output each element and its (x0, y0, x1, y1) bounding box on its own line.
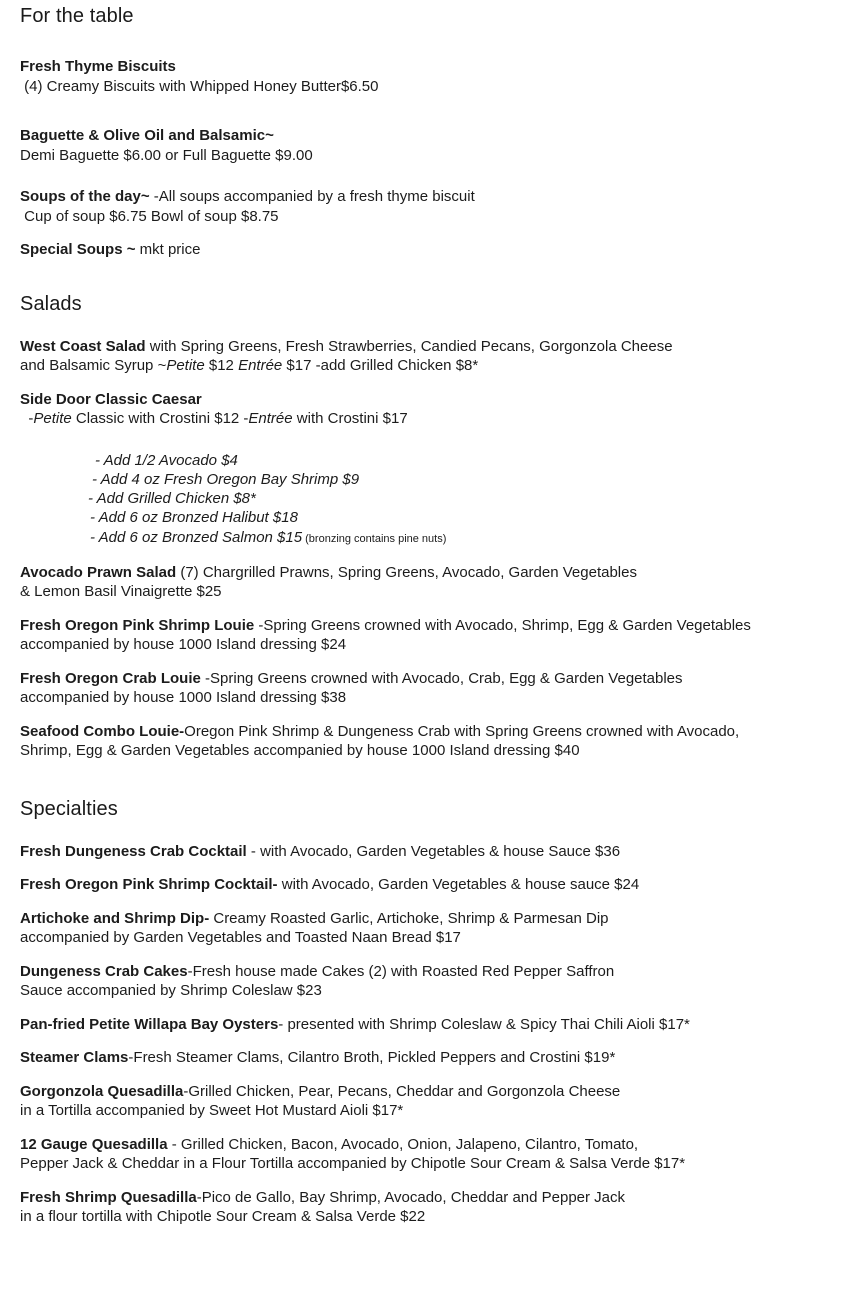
portion-price-entree: $17 -add Grilled Chicken $8* (282, 357, 479, 374)
spacer (20, 226, 832, 240)
menu-item-steamer-clams (20, 1048, 832, 1068)
menu-item-west-coast-salad (20, 337, 832, 376)
item-description-secondary: Pepper Jack & Cheddar in a Flour Tortilla accompanied by Chipotle Sour Cream & Salsa Verde $17* (20, 1155, 686, 1173)
item-name: 12 Gauge Quesadilla (20, 1135, 168, 1153)
spacer (20, 708, 832, 722)
portion-label-entree: Entrée (248, 410, 293, 427)
section-specialties (20, 798, 832, 1227)
menu-item-fresh-thyme-biscuits (20, 57, 832, 96)
item-description: (4) Creamy Biscuits with Whipped Honey Butter$6.50 (20, 77, 379, 95)
item-name: Fresh Thyme Biscuits (20, 58, 176, 75)
item-name: Side Door Classic Caesar (20, 390, 202, 408)
item-name: Seafood Combo Louie- (20, 722, 185, 740)
menu-item-dungeness-crab-cakes (20, 962, 832, 1001)
spacer (20, 1121, 832, 1135)
section-for-the-table (20, 5, 832, 260)
item-description-secondary: in a Tortilla accompanied by Sweet Hot Mustard Aioli $17* (20, 1102, 404, 1120)
item-description: - presented with Shrimp Coleslaw & Spicy Thai Chili Aioli $17* (278, 1015, 690, 1033)
item-name: Avocado Prawn Salad (20, 563, 177, 581)
section-heading-specialties: Specialties (20, 797, 118, 820)
spacer (20, 96, 832, 126)
menu-item-soups-of-the-day (20, 187, 832, 226)
item-description-secondary: in a flour tortilla with Chipotle Sour Cream & Salsa Verde $22 (20, 1208, 426, 1226)
item-name: Steamer Clams (20, 1049, 129, 1067)
item-description: -Fresh house made Cakes (2) with Roasted Red Pepper Saffron (187, 962, 615, 980)
spacer (20, 549, 832, 563)
menu-item-12-gauge-quesadilla (20, 1135, 832, 1174)
item-name: Fresh Oregon Pink Shrimp Cocktail- (20, 876, 278, 894)
menu-item-gorgonzola-quesadilla (20, 1082, 832, 1121)
item-description: Oregon Pink Shrimp & Dungeness Crab with Spring Greens crowned with Avocado, (184, 722, 740, 740)
addon-item-with-note (20, 528, 832, 549)
item-description-secondary: Shrimp, Egg & Garden Vegetables accompanied by house 1000 Island dressing $40 (20, 742, 580, 760)
item-name: Baguette & Olive Oil and Balsamic~ (20, 127, 274, 144)
item-description-prefix: - (20, 410, 34, 427)
item-description-secondary: Cup of soup $6.75 Bowl of soup $8.75 (20, 207, 279, 225)
menu-item-fresh-oregon-pink-shrimp-cocktail (20, 875, 832, 895)
spacer (20, 655, 832, 669)
menu-item-fresh-shrimp-quesadilla (20, 1188, 832, 1227)
addon-allergen-note: (bronzing contains pine nuts) (302, 532, 447, 545)
addon-item-text: - Add 6 oz Bronzed Salmon $15 (90, 528, 303, 546)
menu-item-seafood-combo-louie (20, 722, 832, 761)
item-description: (7) Chargrilled Prawns, Spring Greens, Avocado, Garden Vegetables (176, 563, 637, 581)
menu-item-avocado-prawn-salad (20, 563, 832, 602)
spacer (20, 315, 832, 337)
item-description: with Avocado, Garden Vegetables & house sauce $24 (277, 876, 640, 894)
item-description: mkt price (135, 241, 201, 258)
item-description-secondary: accompanied by Garden Vegetables and Toasted Naan Bread $17 (20, 929, 461, 947)
item-description-secondary: Sauce accompanied by Shrimp Coleslaw $23 (20, 982, 322, 1000)
item-description: with Spring Greens, Fresh Strawberries, Candied Pecans, Gorgonzola Cheese (145, 337, 673, 355)
spacer (20, 429, 832, 451)
menu-page (0, 5, 850, 1227)
spacer (20, 1001, 832, 1015)
spacer (20, 27, 832, 57)
spacer (20, 895, 832, 909)
item-description: -Fresh Steamer Clams, Cilantro Broth, Pickled Peppers and Crostini $19* (128, 1049, 616, 1067)
portion-label-entree: Entrée (238, 357, 283, 374)
item-description: -Grilled Chicken, Pear, Pecans, Cheddar and Gorgonzola Cheese (183, 1082, 621, 1100)
item-description-end: with Crostini $17 (292, 410, 408, 427)
spacer (20, 1068, 832, 1082)
item-description: - Grilled Chicken, Bacon, Avocado, Onion, Jalapeno, Cilantro, Tomato, (167, 1135, 639, 1153)
item-name: Pan-fried Petite Willapa Bay Oysters (20, 1015, 279, 1033)
menu-item-fresh-oregon-pink-shrimp-louie (20, 616, 832, 655)
item-description: -Spring Greens crowned with Avocado, Shrimp, Egg & Garden Vegetables (254, 616, 751, 634)
spacer (20, 1174, 832, 1188)
menu-item-side-door-classic-caesar (20, 390, 832, 429)
addon-item: - Add 1/2 Avocado $4 (95, 451, 238, 469)
section-heading-salads: Salads (20, 292, 82, 315)
item-description: - with Avocado, Garden Vegetables & house Sauce $36 (246, 842, 621, 860)
spacer (20, 165, 832, 187)
portion-label-petite: Petite (33, 410, 72, 427)
portion-label-petite: Petite (166, 357, 205, 374)
menu-item-pan-fried-willapa-bay-oysters (20, 1015, 832, 1035)
item-name: Fresh Shrimp Quesadilla (20, 1188, 197, 1206)
item-name: Special Soups ~ (20, 241, 136, 258)
item-description: -All soups accompanied by a fresh thyme biscuit (149, 188, 475, 205)
section-heading-for-the-table: For the table (20, 5, 134, 27)
portion-price-petite: $12 (204, 357, 239, 374)
spacer (20, 861, 832, 875)
salad-addons-list (20, 451, 832, 549)
item-description: -Pico de Gallo, Bay Shrimp, Avocado, Cheddar and Pepper Jack (196, 1188, 626, 1206)
section-salads (20, 293, 832, 761)
spacer (20, 376, 832, 390)
menu-item-fresh-oregon-crab-louie (20, 669, 832, 708)
item-description-secondary: accompanied by house 1000 Island dressing $38 (20, 689, 347, 707)
item-description: -Spring Greens crowned with Avocado, Crab, Egg & Garden Vegetables (200, 669, 683, 687)
spacer (20, 948, 832, 962)
menu-item-special-soups (20, 240, 832, 260)
item-name: Gorgonzola Quesadilla (20, 1082, 184, 1100)
item-description: Demi Baguette $6.00 or Full Baguette $9.00 (20, 146, 313, 164)
item-name: Artichoke and Shrimp Dip- (20, 909, 210, 927)
spacer (20, 602, 832, 616)
item-description-secondary: and Balsamic Syrup ~ (20, 357, 167, 374)
item-description-secondary: accompanied by house 1000 Island dressing $24 (20, 636, 347, 654)
item-name: West Coast Salad (20, 337, 146, 355)
addon-item: - Add 4 oz Fresh Oregon Bay Shrimp $9 (92, 470, 360, 488)
item-description-secondary: & Lemon Basil Vinaigrette $25 (20, 583, 222, 601)
item-name: Dungeness Crab Cakes (20, 962, 188, 980)
menu-item-baguette (20, 126, 832, 165)
item-name: Fresh Oregon Crab Louie (20, 669, 201, 687)
item-name: Soups of the day~ (20, 188, 150, 205)
addon-item: - Add Grilled Chicken $8* (88, 490, 256, 508)
spacer (20, 820, 832, 842)
menu-item-artichoke-and-shrimp-dip (20, 909, 832, 948)
menu-item-fresh-dungeness-crab-cocktail (20, 842, 832, 862)
item-description-middle: Classic with Crostini $12 - (71, 410, 249, 427)
item-description: Creamy Roasted Garlic, Artichoke, Shrimp & Parmesan Dip (209, 909, 609, 927)
addon-item: - Add 6 oz Bronzed Halibut $18 (90, 509, 298, 527)
item-name: Fresh Oregon Pink Shrimp Louie (20, 616, 255, 634)
item-name: Fresh Dungeness Crab Cocktail (20, 842, 247, 860)
spacer (20, 1034, 832, 1048)
